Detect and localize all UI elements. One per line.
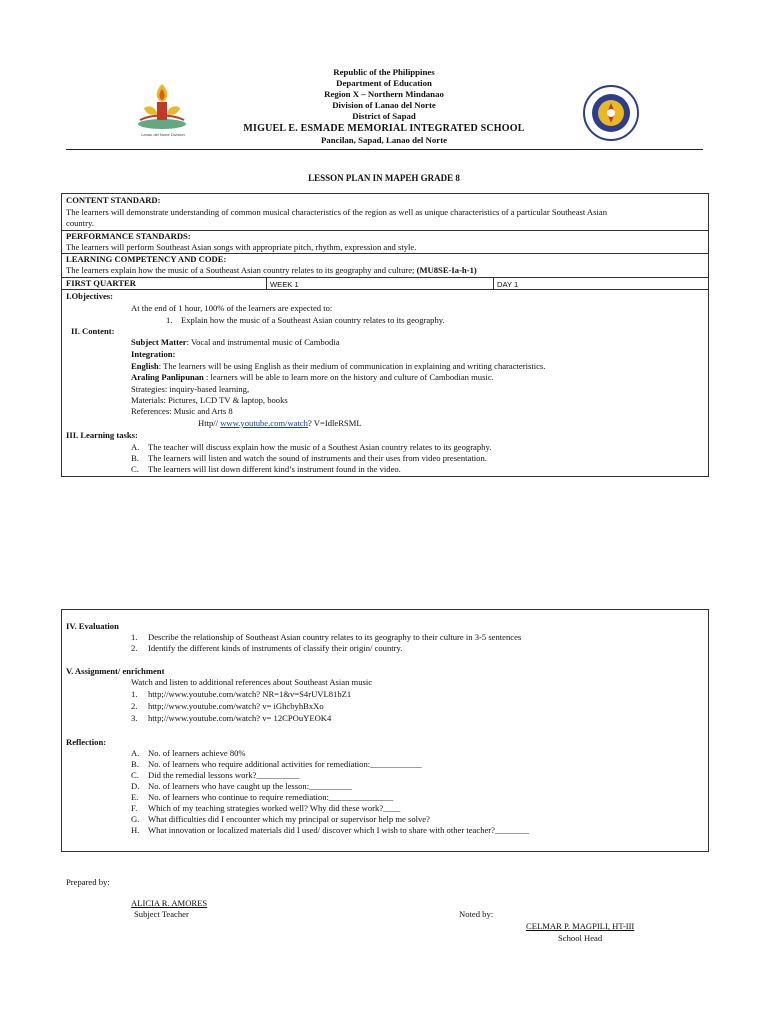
evaluation-item: Describe the relationship of Southeast Asian country relates to its geography to their culture in 3-5 sentences	[148, 632, 522, 642]
learning-task-letter: C.	[131, 464, 139, 474]
header-district: District of Sapad	[352, 111, 416, 121]
objectives-intro: At the end of 1 hour, 100% of the learners are expected to:	[131, 303, 333, 313]
content-heading: II. Content:	[71, 326, 115, 336]
objectives-heading: I.Objectives:	[66, 291, 114, 301]
evaluation-item-number: 2.	[131, 643, 138, 653]
header-region: Region X – Northern Mindanao	[324, 89, 444, 99]
content-standard-text-cont: country.	[66, 218, 94, 228]
row-divider	[62, 289, 708, 290]
assignment-item-number: 3.	[131, 713, 138, 723]
reflection-item: No. of learners who require additional activities for remediation:____________	[148, 759, 422, 769]
header-republic: Republic of the Philippines	[333, 67, 435, 77]
school-head-role: School Head	[558, 933, 603, 943]
content-standard-text: The learners will demonstrate understanding of common musical characteristics of the region as well as unique characteristics of a particular Southeast Asian	[66, 207, 607, 217]
integration-araling-panlipunan: Araling Panlipunan : learners will be able to learn more on the history and culture of Cambodian music.	[131, 372, 494, 382]
reflection-item: No. of learners who continue to require remediation:_______________	[148, 792, 394, 802]
header-address: Pancilan, Sapad, Lanao del Norte	[320, 135, 448, 145]
evaluation-item: Identify the different kinds of instruments of classify their origin/ country.	[148, 643, 403, 653]
integration-english: English: The learners will be using English as their medium of communication in explaining and writing characteristics.	[131, 361, 546, 371]
performance-standards-text: The learners will perform Southeast Asian songs with appropriate pitch, rhythm, expression and style.	[66, 242, 417, 252]
learning-competency-label: LEARNING COMPETENCY AND CODE:	[66, 254, 227, 264]
learning-task-letter: A.	[131, 442, 140, 452]
header-department: Department of Education	[336, 78, 432, 88]
objective-item: Explain how the music of a Southeast Asian country relates to its geography.	[181, 315, 445, 325]
assignment-item-number: 2.	[131, 701, 138, 711]
evaluation-heading: IV. Evaluation	[66, 621, 119, 631]
youtube-link[interactable]: www.youtube.com/watch	[220, 418, 308, 428]
assignment-link[interactable]: http;//www.youtube.com/watch? NR=1&v=S4rUVL81bZ1	[148, 689, 352, 699]
reflection-letter: G.	[131, 814, 140, 824]
reflection-letter: E.	[131, 792, 139, 802]
subject-matter: Subject Matter: Vocal and instrumental music of Cambodia	[131, 337, 340, 347]
reference-url: Http// www.youtube.com/watch? V=IdleRSML	[198, 418, 362, 428]
references: References: Music and Arts 8	[131, 406, 233, 416]
reflection-letter: D.	[131, 781, 140, 791]
assignment-item-number: 1.	[131, 689, 138, 699]
strategies: Strategies: inquiry-based learning,	[131, 384, 250, 394]
learning-task-letter: B.	[131, 453, 139, 463]
quarter-cell: FIRST QUARTER	[66, 278, 136, 288]
header-school-name: MIGUEL E. ESMADE MEMORIAL INTEGRATED SCHOOL	[243, 123, 525, 134]
reflection-letter: A.	[131, 748, 140, 758]
reflection-heading: Reflection:	[66, 737, 107, 747]
lesson-table	[61, 193, 709, 477]
teacher-name: ALICIA R. AMORES	[131, 898, 208, 908]
col-divider	[493, 277, 494, 289]
learning-task-item: The learners will listen and watch the sound of instruments and their uses from video presentation.	[148, 453, 487, 463]
prepared-by-label: Prepared by:	[66, 877, 110, 887]
header-division: Division of Lanao del Norte	[332, 100, 436, 110]
reflection-item: What innovation or localized materials did I used/ discover which I wish to share with other teacher?________	[148, 825, 530, 835]
evaluation-table	[61, 609, 709, 852]
reflection-letter: H.	[131, 825, 140, 835]
assignment-intro: Watch and listen to additional references about Southeast Asian music	[131, 677, 373, 687]
reflection-item: Which of my teaching strategies worked well? Why did these work?____	[148, 803, 401, 813]
competency-code: (MU8SE-Ia-h-1)	[416, 265, 477, 275]
learning-task-item: The teacher will discuss explain how the music of a Southest Asian country relates to its geography.	[148, 442, 492, 452]
reflection-item: No. of learners who have caught up the lesson:__________	[148, 781, 353, 791]
learning-tasks-heading: III. Learning tasks:	[66, 430, 138, 440]
reflection-item: No. of learners achieve 80%	[148, 748, 246, 758]
reflection-letter: B.	[131, 759, 139, 769]
assignment-link[interactable]: http;//www.youtube.com/watch? v= 12CPOuYEOK4	[148, 713, 332, 723]
day-cell: DAY 1	[497, 280, 519, 289]
division-logo-caption: Lanao del Norte Division	[141, 132, 185, 137]
reflection-letter: F.	[131, 803, 138, 813]
header-divider	[66, 149, 703, 150]
week-cell: WEEK 1	[270, 280, 299, 289]
evaluation-item-number: 1.	[131, 632, 138, 642]
assignment-heading: V. Assignment/ enrichment	[66, 666, 165, 676]
objective-item-number: 1.	[166, 315, 173, 325]
learning-competency-text: The learners explain how the music of a Southeast Asian country relates to its geography and culture; (MU8SE-Ia-h-1)	[66, 265, 477, 275]
row-divider	[62, 277, 708, 278]
noted-by-label: Noted by:	[459, 909, 494, 919]
materials: Materials: Pictures, LCD TV & laptop, books	[131, 395, 288, 405]
integration-label: Integration:	[131, 349, 176, 359]
learning-task-item: The learners will list down different kind’s instrument found in the video.	[148, 464, 401, 474]
content-standard-label: CONTENT STANDARD:	[66, 195, 161, 205]
reflection-item: Did the remedial lessons work?__________	[148, 770, 300, 780]
reflection-letter: C.	[131, 770, 139, 780]
assignment-link[interactable]: http;//www.youtube.com/watch? v= iGhcbyhBxXo	[148, 701, 324, 711]
teacher-role: Subject Teacher	[134, 909, 189, 919]
col-divider	[266, 277, 267, 289]
performance-standards-label: PERFORMANCE STANDARDS:	[66, 231, 191, 241]
page-title: LESSON PLAN IN MAPEH GRADE 8	[308, 173, 460, 183]
school-head-name: CELMAR P. MAGPILI, HT-III	[526, 921, 635, 931]
reflection-item: What difficulties did I encounter which my principal or supervisor help me solve?	[148, 814, 430, 824]
